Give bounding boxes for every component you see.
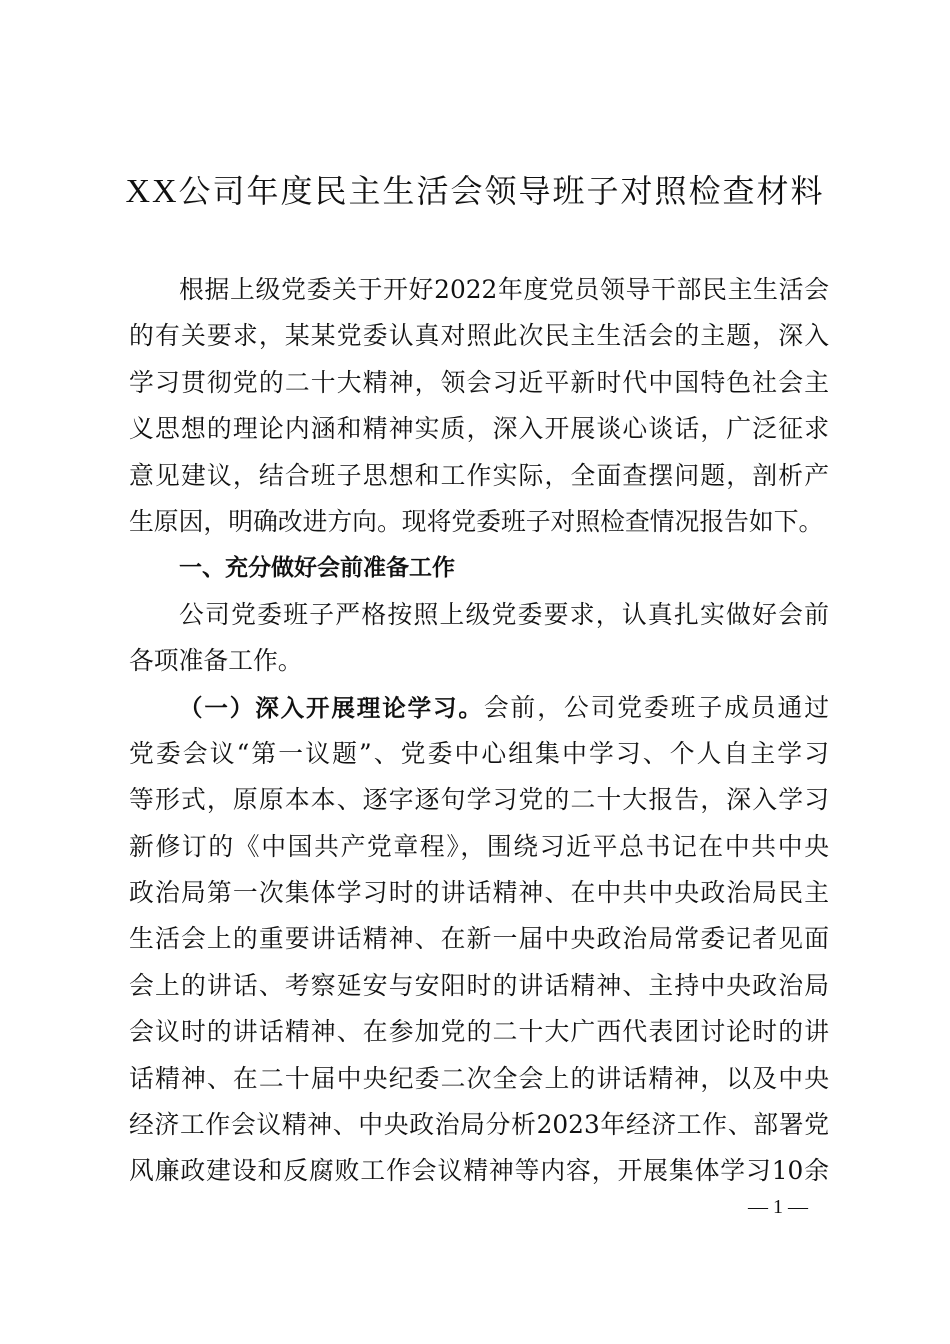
paragraph-line: 学习贯彻党的二十大精神，领会习近平新时代中国特色社会主 — [129, 367, 829, 397]
paragraph-line — [129, 685, 829, 731]
paragraph-line: 经济工作会议精神、中央政治局分析2023年经济工作、部署党 — [129, 1110, 829, 1140]
paragraph-line: 意见建议，结合班子思想和工作实际，全面查摆问题，剖析产 — [129, 460, 829, 490]
title-prefix: XX — [125, 173, 179, 210]
paragraph-line: 风廉政建设和反腐败工作会议精神等内容，开展集体学习10余 — [129, 1156, 829, 1186]
paragraph-line: 等形式，原原本本、逐字逐句学习党的二十大报告，深入学习 — [129, 785, 829, 815]
subsection-paragraph — [129, 685, 829, 1195]
paragraph-line: 的有关要求，某某党委认真对照此次民主生活会的主题，深入 — [129, 321, 829, 351]
paragraph-line: 各项准备工作。 — [129, 646, 303, 676]
paragraph-line: 会上的讲话、考察延安与安阳时的讲话精神、主持中央政治局 — [129, 970, 829, 1000]
document-title — [120, 168, 830, 215]
paragraph-line: 会议时的讲话精神、在参加党的二十大广西代表团讨论时的讲 — [129, 1017, 829, 1047]
paragraph-line: 政治局第一次集体学习时的讲话精神、在中共中央政治局民主 — [129, 878, 829, 908]
paragraph-line: 话精神、在二十届中央纪委二次全会上的讲话精神，以及中央 — [129, 1063, 829, 1093]
page-number: — 1 — — [748, 1196, 808, 1218]
paragraph-line: 根据上级党委关于开好2022年度党员领导干部民主生活会 — [179, 275, 829, 304]
paragraph-line: 生原因，明确改进方向。现将党委班子对照检查情况报告如下。 — [129, 506, 824, 536]
subsection-lead: （一）深入开展理论学习。 — [179, 693, 484, 722]
document-body — [129, 267, 829, 1195]
section-heading: 一、充分做好会前准备工作 — [179, 555, 455, 582]
paragraph-line: 义思想的理论内涵和精神实质，深入开展谈心谈话，广泛征求 — [129, 414, 829, 444]
intro-paragraph — [129, 267, 829, 545]
section-intro-paragraph — [129, 592, 829, 685]
subsection-first-line-text: 会前，公司党委班子成员通过 — [483, 692, 829, 722]
paragraph-line: 生活会上的重要讲话精神、在新一届中央政治局常委记者见面 — [129, 924, 829, 954]
paragraph-line: 党委会议“第一议题”、党委中心组集中学习、个人自主学习 — [129, 738, 829, 768]
paragraph-line: 公司党委班子严格按照上级党委要求，认真扎实做好会前 — [179, 599, 829, 629]
title-text: 公司年度民主生活会领导班子对照检查材料 — [178, 172, 825, 210]
paragraph-line: 新修订的《中国共产党章程》，围绕习近平总书记在中共中央 — [129, 831, 829, 861]
